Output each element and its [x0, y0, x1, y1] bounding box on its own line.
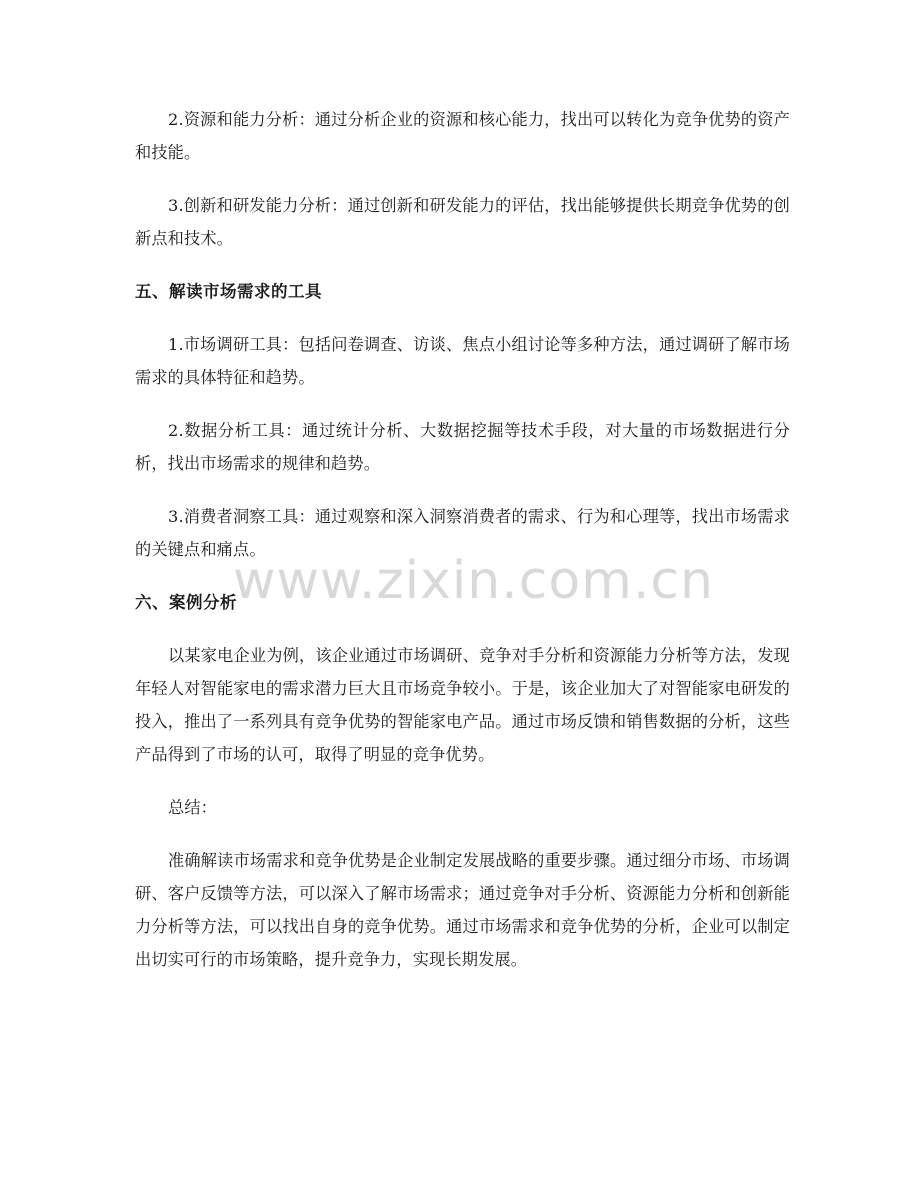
document-body: [135, 103, 790, 996]
summary-paragraph: 准确解读市场需求和竞争优势是企业制定发展战略的重要步骤。通过细分市场、市场调研、客户反馈等方法，可以深入了解市场需求；通过竞争对手分析、资源能力分析和创新能力分析等方法，可以找出自身的竞争优势。通过市场需求和竞争优势的分析，企业可以制定出切实可行的市场策略，提升竞争力，实现长期发展。: [135, 851, 790, 969]
watermark: www.zixin.com.cn: [233, 551, 714, 611]
section6-heading: 六、案例分析: [135, 593, 237, 612]
summary-label: 总结：: [168, 798, 218, 817]
consumer-insight-tool-paragraph: 3.消费者洞察工具：通过观察和深入洞察消费者的需求、行为和心理等，找出市场需求的关键点和痛点。: [135, 507, 790, 559]
innovation-rd-paragraph: 3.创新和研发能力分析：通过创新和研发能力的评估，找出能够提供长期竞争优势的创新点和技术。: [135, 196, 790, 248]
section5-heading: 五、解读市场需求的工具: [135, 282, 322, 301]
market-research-tool-paragraph: 1.市场调研工具：包括问卷调查、访谈、焦点小组讨论等多种方法，通过调研了解市场需求的具体特征和趋势。: [135, 335, 790, 387]
data-analysis-tool-paragraph: 2.数据分析工具：通过统计分析、大数据挖掘等技术手段，对大量的市场数据进行分析，找出市场需求的规律和趋势。: [135, 421, 790, 473]
case-analysis-paragraph: 以某家电企业为例，该企业通过市场调研、竞争对手分析和资源能力分析等方法，发现年轻人对智能家电的需求潜力巨大且市场竞争较小。于是，该企业加大了对智能家电研发的投入，推出了一系列具有竞争优势的智能家电产品。通过市场反馈和销售数据的分析，这些产品得到了市场的认可，取得了明显的竞争优势。: [135, 646, 790, 764]
resource-capability-paragraph: 2.资源和能力分析：通过分析企业的资源和核心能力，找出可以转化为竞争优势的资产和技能。: [135, 110, 790, 162]
